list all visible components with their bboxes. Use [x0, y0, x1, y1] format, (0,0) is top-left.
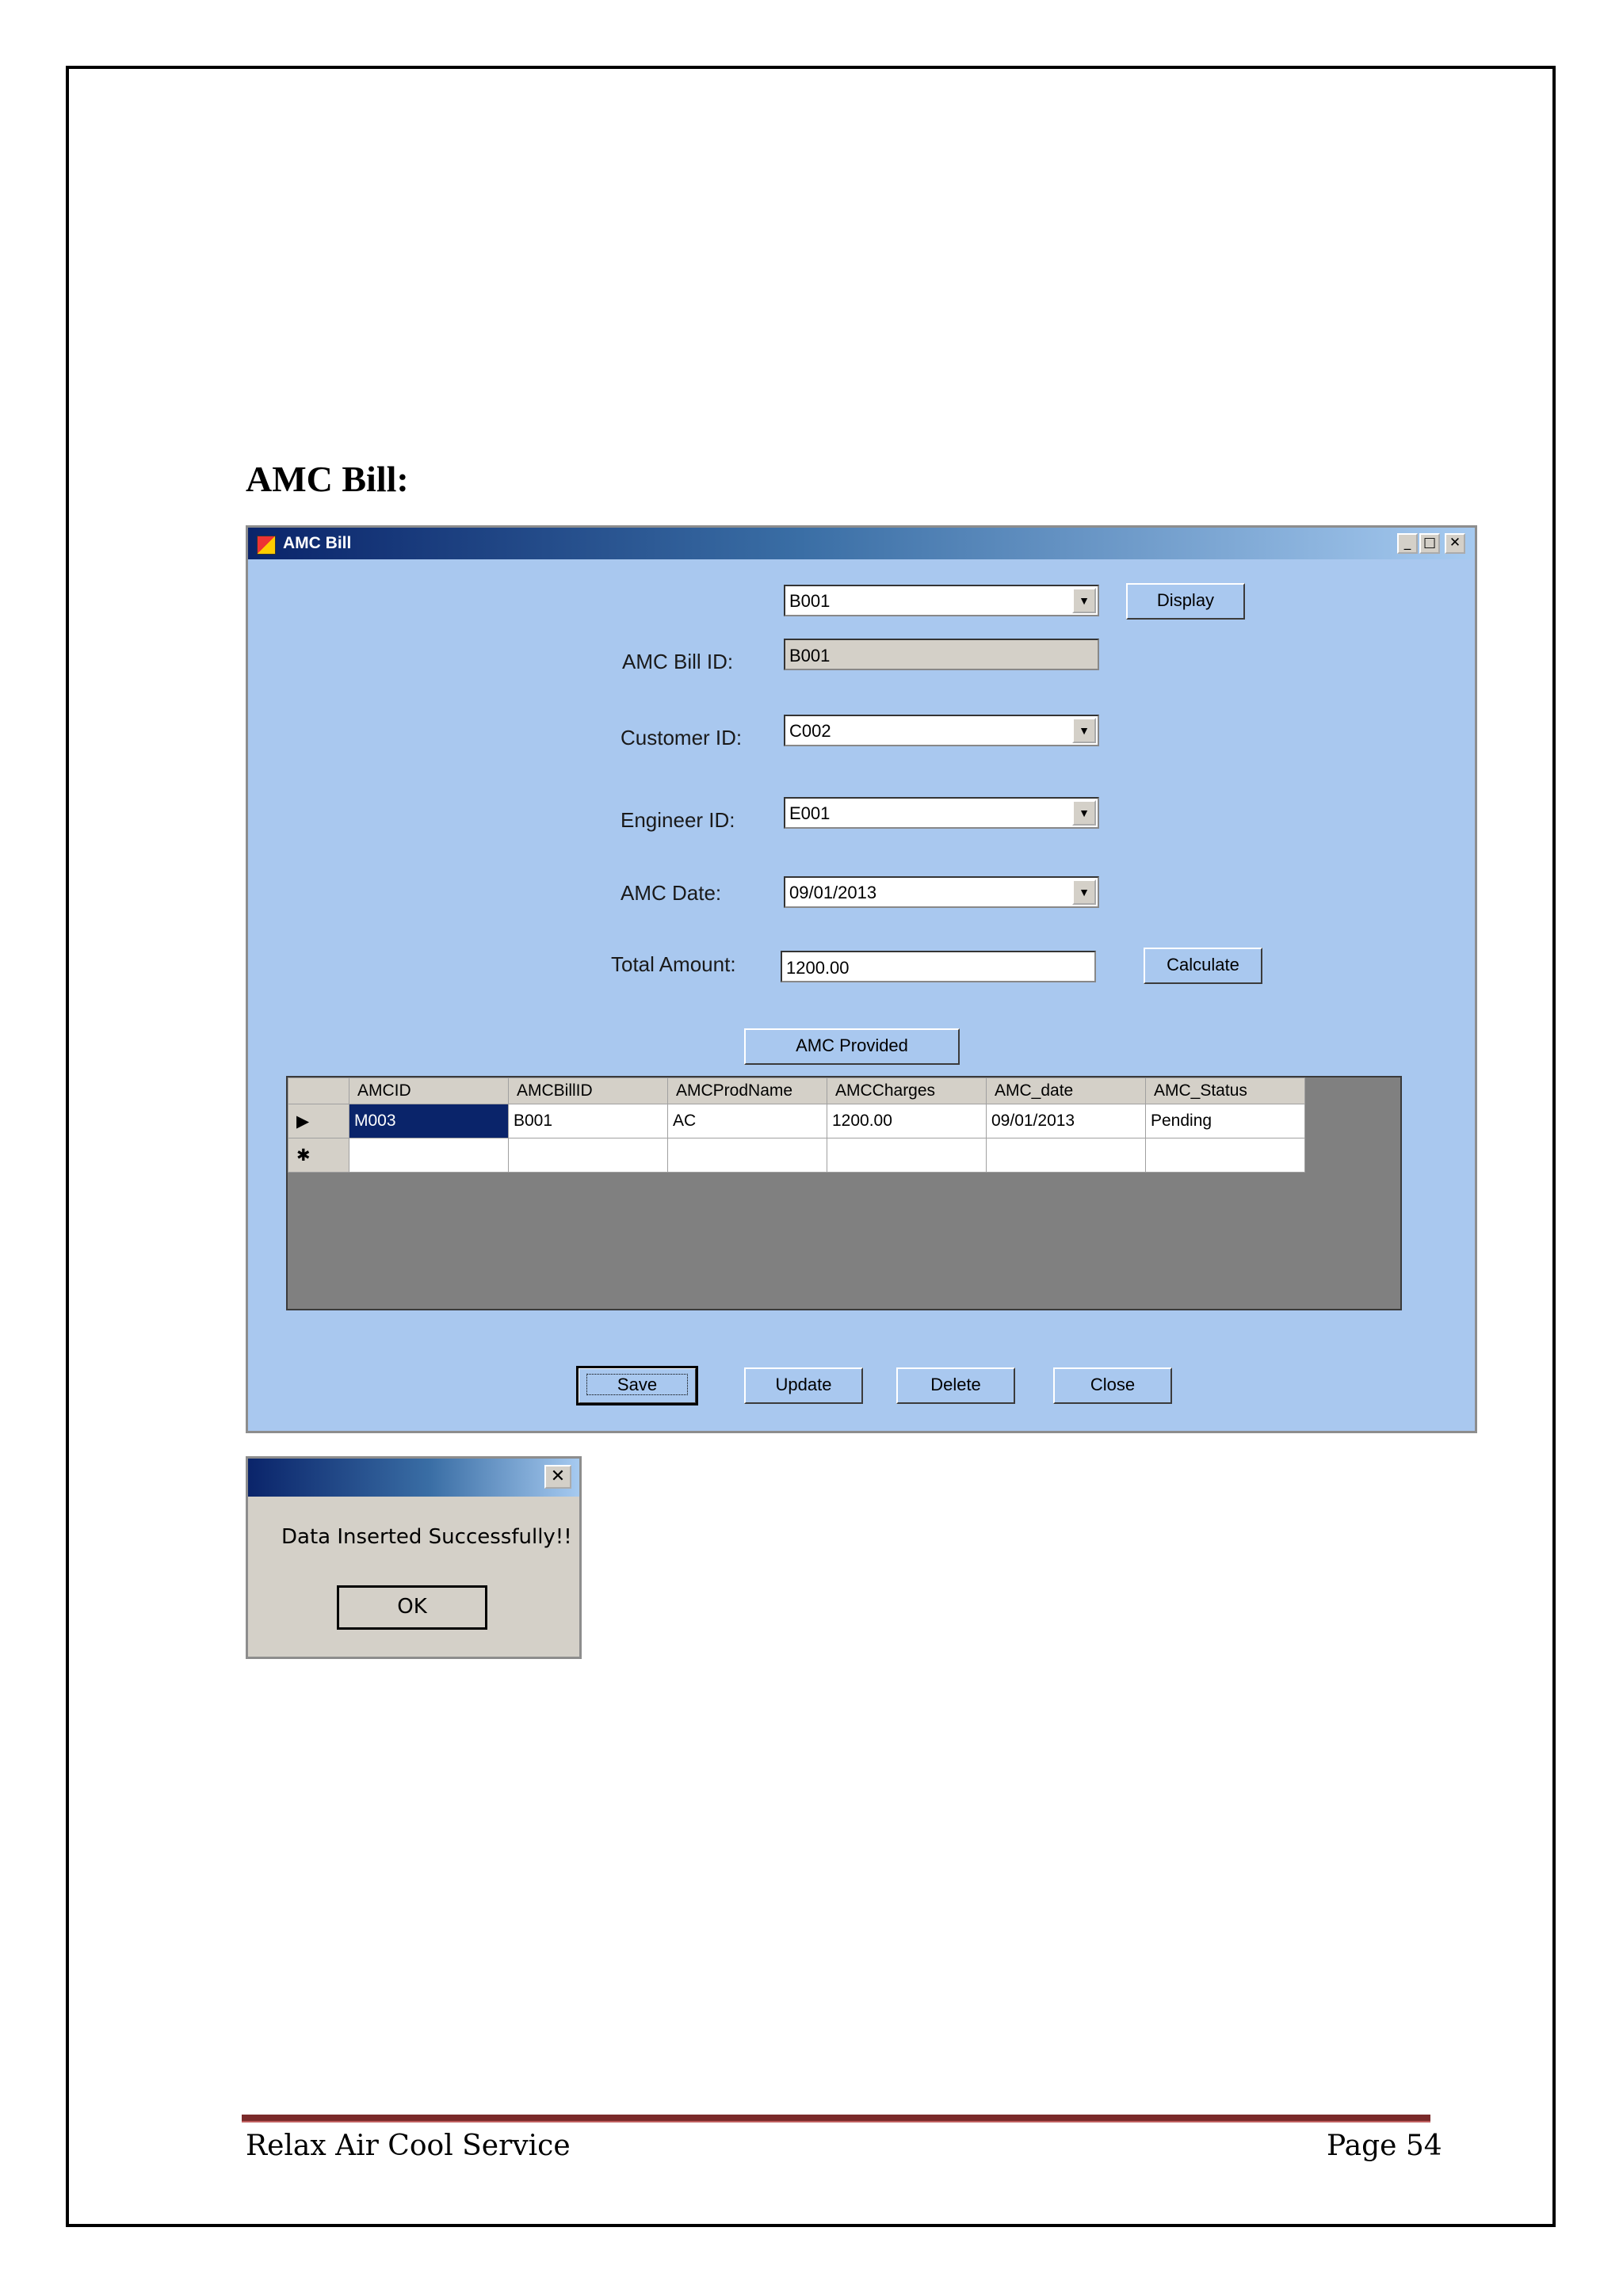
- column-header[interactable]: AMC_Status: [1146, 1078, 1305, 1104]
- amc-data-grid[interactable]: [286, 1076, 1402, 1310]
- table-cell[interactable]: [987, 1138, 1146, 1173]
- amc-date-label: AMC Date:: [621, 881, 722, 905]
- column-header[interactable]: AMCBillID: [509, 1078, 668, 1104]
- table-cell[interactable]: 09/01/2013: [987, 1104, 1146, 1138]
- window-titlebar[interactable]: [248, 528, 1475, 559]
- save-button[interactable]: [578, 1367, 697, 1404]
- column-header[interactable]: AMC_date: [987, 1078, 1146, 1104]
- customer-id-value: C002: [789, 721, 831, 741]
- section-title: AMC Bill:: [246, 459, 409, 499]
- footer-title: Relax Air Cool Service: [246, 2130, 571, 2162]
- display-button[interactable]: Display: [1126, 583, 1245, 620]
- column-header[interactable]: AMCID: [349, 1078, 509, 1104]
- new-row[interactable]: [288, 1138, 1305, 1173]
- amc-provided-button[interactable]: AMC Provided: [744, 1028, 960, 1065]
- maximize-button[interactable]: □: [1419, 533, 1440, 554]
- table-cell[interactable]: [1146, 1138, 1305, 1173]
- minimize-button[interactable]: _: [1397, 533, 1418, 554]
- window-title: AMC Bill: [283, 534, 352, 552]
- page-number: Page 54: [1327, 2130, 1442, 2162]
- close-window-button[interactable]: ✕: [1445, 533, 1465, 554]
- engineer-id-value: E001: [789, 803, 831, 823]
- engineer-id-label: Engineer ID:: [621, 808, 735, 832]
- table-cell[interactable]: B001: [509, 1104, 668, 1138]
- table-cell[interactable]: [668, 1138, 827, 1173]
- column-header[interactable]: AMCCharges: [827, 1078, 987, 1104]
- save-button-label: Save: [586, 1374, 688, 1395]
- table-cell[interactable]: AC: [668, 1104, 827, 1138]
- app-icon: [257, 536, 276, 555]
- table-row[interactable]: [288, 1104, 1305, 1138]
- bill-search-value: B001: [789, 591, 831, 611]
- chevron-down-icon[interactable]: ▼: [1072, 588, 1096, 613]
- table-cell[interactable]: Pending: [1146, 1104, 1305, 1138]
- delete-button[interactable]: Delete: [896, 1367, 1015, 1404]
- table-cell[interactable]: [509, 1138, 668, 1173]
- table-cell[interactable]: 1200.00: [827, 1104, 987, 1138]
- engineer-id-combo[interactable]: [784, 797, 1099, 829]
- calculate-button[interactable]: Calculate: [1144, 948, 1262, 984]
- table-cell[interactable]: [827, 1138, 987, 1173]
- chevron-down-icon[interactable]: ▼: [1072, 879, 1096, 905]
- ok-button[interactable]: OK: [337, 1585, 487, 1630]
- customer-id-label: Customer ID:: [621, 726, 743, 749]
- footer-divider: [242, 2115, 1430, 2122]
- customer-id-combo[interactable]: [784, 715, 1099, 746]
- grid-header-row: [288, 1078, 1305, 1104]
- close-button[interactable]: Close: [1053, 1367, 1172, 1404]
- chevron-down-icon[interactable]: ▼: [1072, 800, 1096, 826]
- bill-id-label: AMC Bill ID:: [622, 650, 734, 673]
- amc-bill-window: [246, 525, 1477, 1433]
- table-cell[interactable]: M003: [349, 1104, 509, 1138]
- amc-date-picker[interactable]: [784, 876, 1099, 908]
- chevron-down-icon[interactable]: ▼: [1072, 718, 1096, 743]
- total-amount-field[interactable]: 1200.00: [781, 951, 1096, 982]
- bill-id-field[interactable]: B001: [784, 639, 1099, 670]
- update-button[interactable]: Update: [744, 1367, 863, 1404]
- current-row-indicator-icon[interactable]: ▶: [288, 1104, 349, 1138]
- row-header-corner: [288, 1078, 349, 1104]
- total-amount-label: Total Amount:: [611, 952, 736, 976]
- column-header[interactable]: AMCProdName: [668, 1078, 827, 1104]
- message-box: [246, 1456, 582, 1659]
- amc-date-value: 09/01/2013: [789, 883, 877, 902]
- close-icon[interactable]: ✕: [544, 1465, 571, 1489]
- message-box-titlebar[interactable]: [248, 1459, 579, 1497]
- message-text: Data Inserted Successfully!!: [281, 1525, 572, 1549]
- table-cell[interactable]: [349, 1138, 509, 1173]
- bill-search-combo[interactable]: [784, 585, 1099, 616]
- new-row-indicator-icon[interactable]: ✱: [288, 1138, 349, 1173]
